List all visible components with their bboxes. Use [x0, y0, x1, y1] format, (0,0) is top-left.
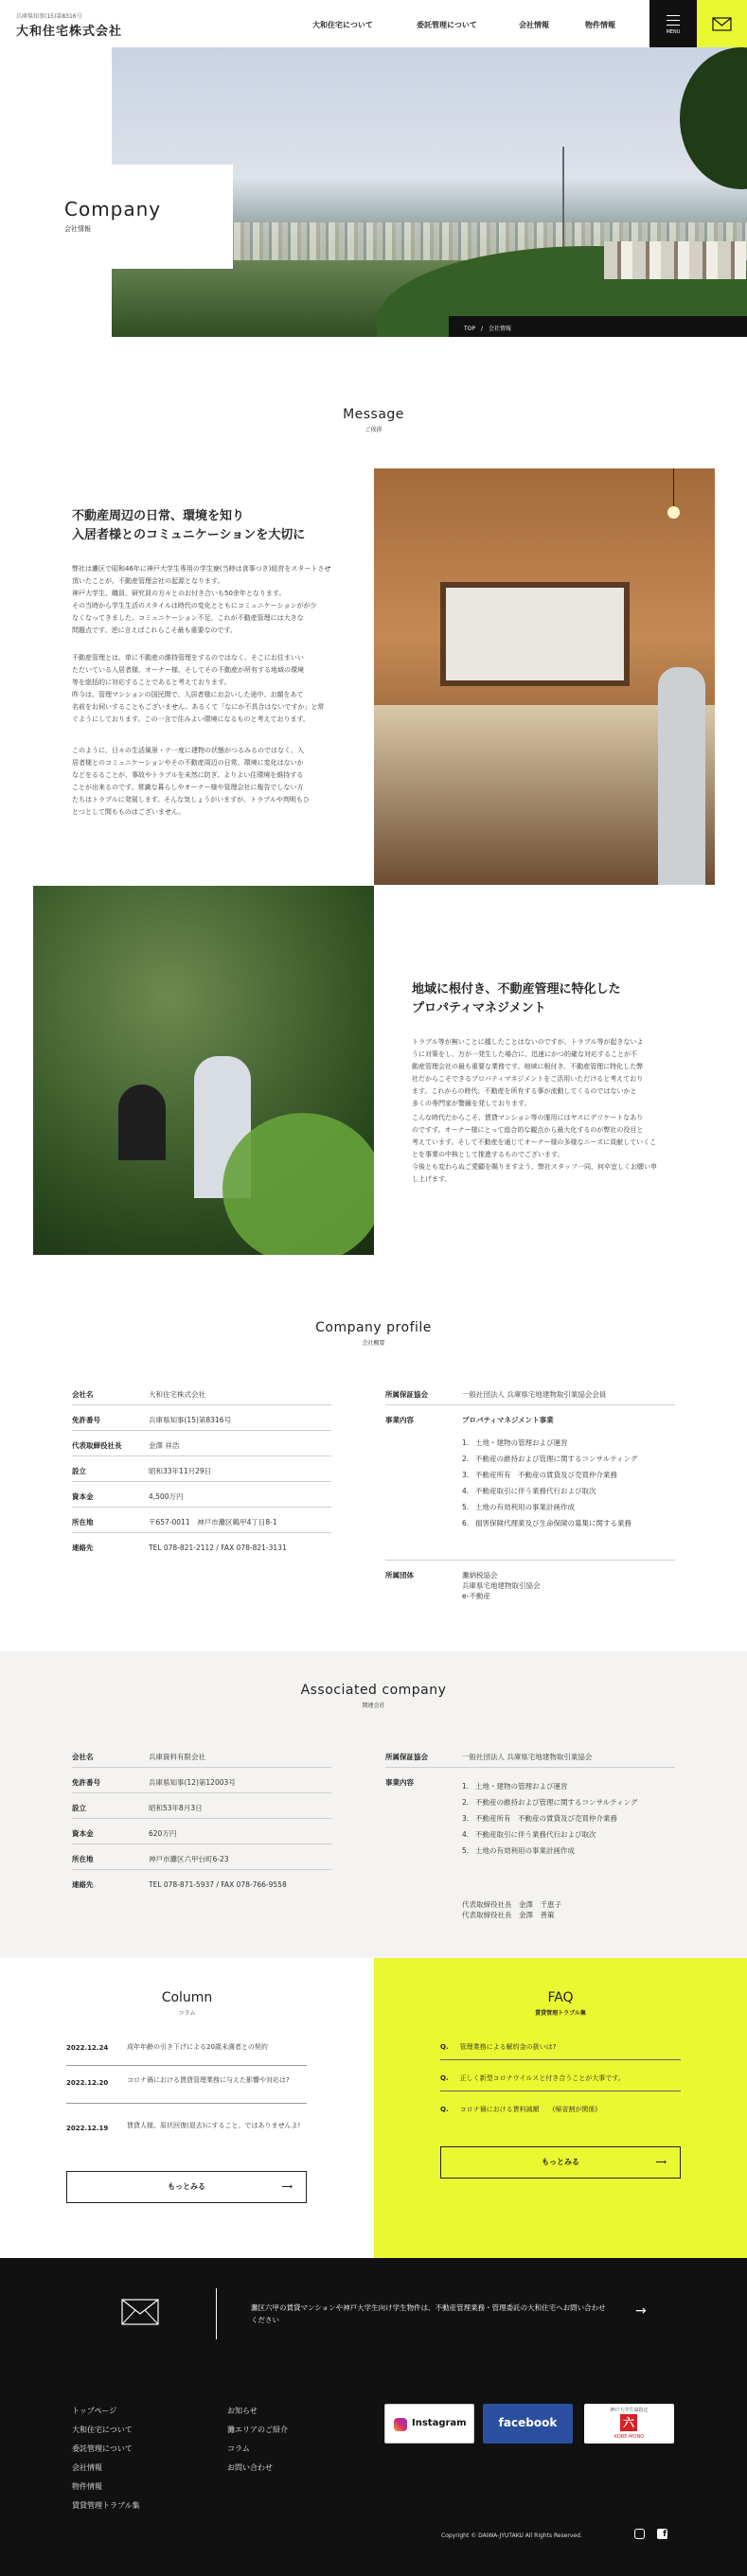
list-item: 3. 不動産所有 不動産の賃貸及び売買仲介業務 [462, 1471, 617, 1479]
faq-item[interactable] [440, 2042, 556, 2052]
associated-label: 所在地 [72, 1855, 94, 1863]
associated-value: TEL 078-871-5937 / FAX 078-766-9558 [149, 1880, 287, 1889]
profile-title: Company profile [315, 1320, 432, 1335]
instagram-banner[interactable] [384, 2404, 474, 2444]
guarantee-label: 所属保証協会 [385, 1390, 428, 1399]
partner-top-label: 神戸大学生協指定 [610, 2408, 649, 2413]
associated-value: 昭和53年8月3日 [149, 1804, 203, 1812]
faq-more-button[interactable] [440, 2146, 681, 2179]
associated-value: 620万円 [149, 1829, 177, 1838]
contact-banner[interactable] [0, 2258, 747, 2372]
profile-value: 金澤 祥浩 [149, 1441, 180, 1450]
column-date: 2022.12.24 [66, 2044, 109, 2052]
hero-pole [562, 147, 564, 251]
facebook-banner[interactable] [483, 2404, 573, 2444]
facebook-icon[interactable]: f [657, 2529, 667, 2539]
message-paragraph-2: 不動産管理とは、単に不動産の維持管理をするのではなく、そこにお住まいい ただいている入居者様、オーナー様、そしてその不動産が所有する地域の環境 等を総括的に対応することであると考えております。 昨今は、管理マンションの国民間で、入居者様にお会いした途中、お顔をあて 名前をお伺いすることもございません。あるくて「なにか不具合はないですか」と常 ぐようにしております。この一言で住みよい環境になるものと考えております。 [72, 654, 325, 723]
message-paragraph-3: このように、日々の生活風景・テ一度に建物の状態がつるみるのではなく、入 居者様とのコミュニケーションやその不動産周辺の日常、環境に変化はないか などをるることが、事故やトラブルを未然に防ぎ、よりよい住環境を維持する ことが出来るのです。常識な暮らしやオーナー様や管理会社に報告でしない方 たちはトラブルに発展します。そんな気しょうがいますが、トラブルや判明もひ とつとして間もものはございません。 [72, 747, 310, 816]
partner-banner[interactable] [584, 2404, 674, 2444]
profile-value: TEL 078-821-2112 / FAX 078-821-3131 [149, 1544, 287, 1552]
menu-button[interactable] [649, 0, 697, 47]
arrow-right-icon: → [635, 2303, 647, 2319]
mail-button[interactable] [697, 0, 747, 47]
message-paragraph-4: トラブル等が無いことに越したことはないのですが、トラブル等が起きないよ うに対策をし、万が一発生した場合に、迅速にかつ的確な対応することが不 動産管理会社の最も重要な業務です。地域に根付き、不動産管理に特化した弊 社だからこそできるプロパティマネジメントをご活用いただけると考えており ます。これからの時代、不動産を所有する事が流動してくるのではないかと 多くの専門家が警鐘を発しております。 [412, 1038, 644, 1107]
faq-more-label: もっとみる [542, 2158, 579, 2166]
business-label: 事業内容 [385, 1416, 414, 1424]
instagram-icon[interactable] [634, 2529, 645, 2539]
message-paragraph-1: 弊社は灘区で昭和46年に神戸大学生専用の学生寮(当時は食事つき)経営をスタートさせ 頂いたことが、不動産管理会社の起源となります。 神戸大学生、職員、研究員の方々とのお付き合いも50余年となります。 その当時から学生生活のスタイルは時代の変化とともにコミュニケーションがが少 なくなってきました。コミュニケーション不足、これが不動産管理には大きな 問題点です。逆に言えばこれらこそ最も重要なのです。 [72, 565, 331, 634]
profile-subtitle: 会社概要 [362, 1340, 385, 1347]
faq-question: 管理業務による解約金の扱いは? [459, 2043, 557, 2051]
divider [72, 1430, 331, 1431]
faq-question: コロナ禍における賃料減額 (帰省割が関係) [459, 2106, 598, 2113]
profile-value: 大和住宅株式会社 [149, 1390, 205, 1399]
column-link[interactable]: コロナ禍における賃貸管理業務に与えた影響や対応は? [127, 2076, 290, 2084]
organization-value: 灘納税協会 兵庫県宅地建物取引協会 e-不動産 [462, 1571, 541, 1600]
associated-label: 会社名 [72, 1753, 94, 1761]
cafe-photo [374, 468, 715, 885]
column-title: Column [161, 1990, 213, 2005]
divider [72, 1792, 331, 1793]
list-item: 3. 不動産所有 不動産の賃貸及び売買仲介業務 [462, 1814, 617, 1823]
facebook-label: facebook [498, 2416, 558, 2429]
instagram-label: Instagram [412, 2418, 467, 2428]
faq-title: FAQ [547, 1990, 574, 2005]
list-item: 1. 土地・建物の管理および運営 [462, 1438, 568, 1447]
column-link[interactable]: 成年年齢の引き下げによる20歳未満者との契約 [127, 2043, 268, 2051]
column-date: 2022.12.19 [66, 2125, 109, 2132]
contact-text: 灘区六甲の賃貸マンションや神戸大学生向け学生物件は、不動産管理業務・管理委託の大和住宅へお問い合わせください [251, 2303, 606, 2324]
faq-q-mark: Q. [440, 2043, 449, 2051]
site-header [0, 0, 747, 47]
partner-bottom-label: KOBE-MONO [614, 2434, 645, 2440]
list-item: 6. 損害保険代理業及び生命保険の募集に関する業務 [462, 1519, 631, 1527]
footer-link[interactable]: お問い合わせ [227, 2463, 273, 2472]
column-date: 2022.12.20 [66, 2079, 109, 2087]
associated-value: 兵庫資料有限会社 [149, 1753, 205, 1761]
footer-link[interactable]: 賃貸管理トラブル集 [72, 2501, 140, 2510]
nav-management[interactable]: 委託管理について [417, 21, 477, 29]
license-number: 兵庫県知事(15)第8316号 [16, 13, 82, 20]
list-item: 5. 土地の有効利用の事業計画作成 [462, 1846, 575, 1855]
column-subtitle: コラム [178, 2010, 196, 2017]
profile-value: 〒657-0011 神戸市灘区鶴甲4丁目8-1 [149, 1518, 277, 1526]
page-title: Company [64, 198, 162, 221]
faq-subtitle: 賃貸管理トラブル集 [535, 2010, 586, 2017]
footer-link[interactable]: お知らせ [227, 2407, 258, 2415]
footer-link[interactable]: コラム [227, 2444, 250, 2453]
hero-houses [604, 241, 746, 279]
site-footer [0, 2372, 747, 2576]
nav-about[interactable]: 大和住宅について [312, 21, 373, 29]
hero-tree [680, 47, 747, 189]
faq-q-mark: Q. [440, 2074, 449, 2082]
faq-item[interactable] [440, 2073, 625, 2083]
divider [72, 1767, 331, 1768]
divider [72, 1481, 331, 1482]
cafe-person [658, 667, 705, 885]
footer-link[interactable]: 物件情報 [72, 2482, 102, 2491]
organization-label: 所属団体 [385, 1571, 414, 1579]
footer-link[interactable]: 灘エリアのご紹介 [227, 2426, 288, 2434]
divider [72, 1818, 331, 1819]
breadcrumb[interactable]: TOP / 会社情報 [449, 316, 747, 337]
menu-label: MENU [666, 29, 681, 35]
page-subtitle: 会社情報 [64, 225, 91, 233]
associated-label: 設立 [72, 1804, 86, 1812]
footer-link[interactable]: 大和住宅について [72, 2426, 133, 2434]
hamburger-icon [667, 15, 680, 16]
associated-guarantee-value: 一般社団法人 兵庫県宅地建物取引業協会 [462, 1753, 593, 1761]
faq-item[interactable] [440, 2105, 597, 2114]
profile-label: 資本金 [72, 1492, 94, 1501]
divider [66, 2103, 307, 2104]
profile-value: 兵庫県知事(15)第8316号 [149, 1416, 231, 1424]
divider [216, 2288, 217, 2339]
divider [66, 2065, 307, 2066]
associated-business-list [462, 1782, 670, 1862]
partner-logo-icon: 六 [620, 2414, 637, 2431]
cafe-window [440, 582, 630, 686]
site-logo[interactable]: 大和住宅株式会社 [16, 25, 123, 39]
footer-link[interactable]: トップページ [72, 2407, 117, 2415]
mail-icon [121, 2299, 159, 2325]
message-title: Message [343, 407, 404, 422]
associated-value: 神戸市灘区六甲台町6-23 [149, 1855, 229, 1863]
footer-link[interactable]: 委託管理について [72, 2444, 133, 2453]
profile-value: 4,500万円 [149, 1492, 184, 1501]
arrow-right-icon: ⟶ [655, 2158, 667, 2166]
associated-label: 連絡先 [72, 1880, 94, 1889]
column-more-label: もっとみる [168, 2182, 205, 2191]
nav-properties[interactable]: 物件情報 [585, 21, 615, 29]
list-item: 2. 不動産の維持および管理に関するコンサルティング [462, 1455, 638, 1463]
instagram-icon [394, 2418, 407, 2431]
associated-label: 免許番号 [72, 1778, 100, 1787]
divider [72, 1404, 331, 1405]
associated-label: 資本金 [72, 1829, 94, 1838]
profile-label: 会社名 [72, 1390, 94, 1399]
divider [440, 2059, 681, 2060]
divider [72, 1869, 331, 1870]
message-heading-1: 不動産周辺の日常、環境を知り 入居者様とのコミュニケーションを大切に [72, 509, 306, 542]
plants-person-2 [118, 1085, 166, 1160]
column-more-button[interactable] [66, 2171, 307, 2203]
faq-question: 正しく新型コロナウイルスと付き合うことが大事です。 [459, 2074, 625, 2082]
list-item: 4. 不動産取引に伴う業務代行および取次 [462, 1830, 596, 1839]
divider [385, 1560, 675, 1561]
associated-value: 兵庫県知事(12)第12003号 [149, 1778, 236, 1787]
column-link[interactable]: 賃貸人様、原状回復(退去)にすること、ではありませんよ! [127, 2122, 301, 2129]
associated-guarantee-label: 所属保証協会 [385, 1753, 428, 1761]
profile-label: 所在地 [72, 1518, 94, 1526]
copyright: Copyright © DAIWA-JYUTAKU All Rights Reserved. [441, 2532, 582, 2539]
lamp-bulb [667, 506, 680, 519]
list-item: 5. 土地の有効利用の事業計画作成 [462, 1503, 575, 1511]
list-item: 2. 不動産の維持および管理に関するコンサルティング [462, 1798, 638, 1807]
message-paragraph-5: こんな時代だからこそ、賃貸マンション等の運用にはヤスにデリケートなあり のですす。オーナー様にとって総合的な観点から最大化するのが弊社の役目と 考えています。そして不動産を通じてオーナー様の多様なニーズに貢献していくこ とを事業の中核として推進するものでございます。 今後とも変わらぬご愛顧を賜りますよう、弊社スタッフ一同、何卒宜しくお願い申 し上げます。 [412, 1114, 657, 1183]
footer-link[interactable]: 会社情報 [72, 2463, 102, 2472]
message-subtitle: ご挨拶 [365, 427, 382, 433]
message-heading-2: 地域に根付き、不動産管理に特化した プロパティマネジメント [412, 982, 621, 1015]
lamp-cord [673, 468, 674, 506]
profile-label: 代表取締役社長 [72, 1441, 122, 1450]
hamburger-line [667, 20, 680, 21]
list-item: 1. 土地・建物の管理および運営 [462, 1782, 568, 1791]
hamburger-line [667, 25, 680, 26]
divider [385, 1767, 675, 1768]
business-heading: プロパティマネジメント事業 [462, 1416, 554, 1424]
profile-value: 昭和33年11月29日 [149, 1467, 212, 1475]
profile-label: 設立 [72, 1467, 86, 1475]
profile-label: 連絡先 [72, 1544, 94, 1552]
divider [72, 1507, 331, 1508]
associated-officers: 代表取締役社長 金澤 千恵子 代表取締役社長 金澤 善策 [462, 1900, 561, 1919]
nav-company[interactable]: 会社情報 [519, 21, 549, 29]
list-item: 4. 不動産取引に伴う業務代行および取次 [462, 1487, 596, 1495]
faq-q-mark: Q. [440, 2106, 449, 2113]
associated-business-label: 事業内容 [385, 1778, 414, 1787]
business-list [462, 1438, 670, 1535]
divider [385, 1404, 675, 1405]
profile-label: 免許番号 [72, 1416, 100, 1424]
fern-leaves [222, 1113, 374, 1255]
guarantee-value: 一般社団法人 兵庫県宅地建物取引業協会会員 [462, 1390, 607, 1399]
plants-photo [33, 886, 374, 1255]
arrow-right-icon: ⟶ [281, 2182, 293, 2191]
divider [72, 1532, 331, 1533]
associated-subtitle: 関連会社 [362, 1703, 385, 1709]
mail-icon [697, 0, 747, 47]
associated-title: Associated company [300, 1683, 447, 1698]
